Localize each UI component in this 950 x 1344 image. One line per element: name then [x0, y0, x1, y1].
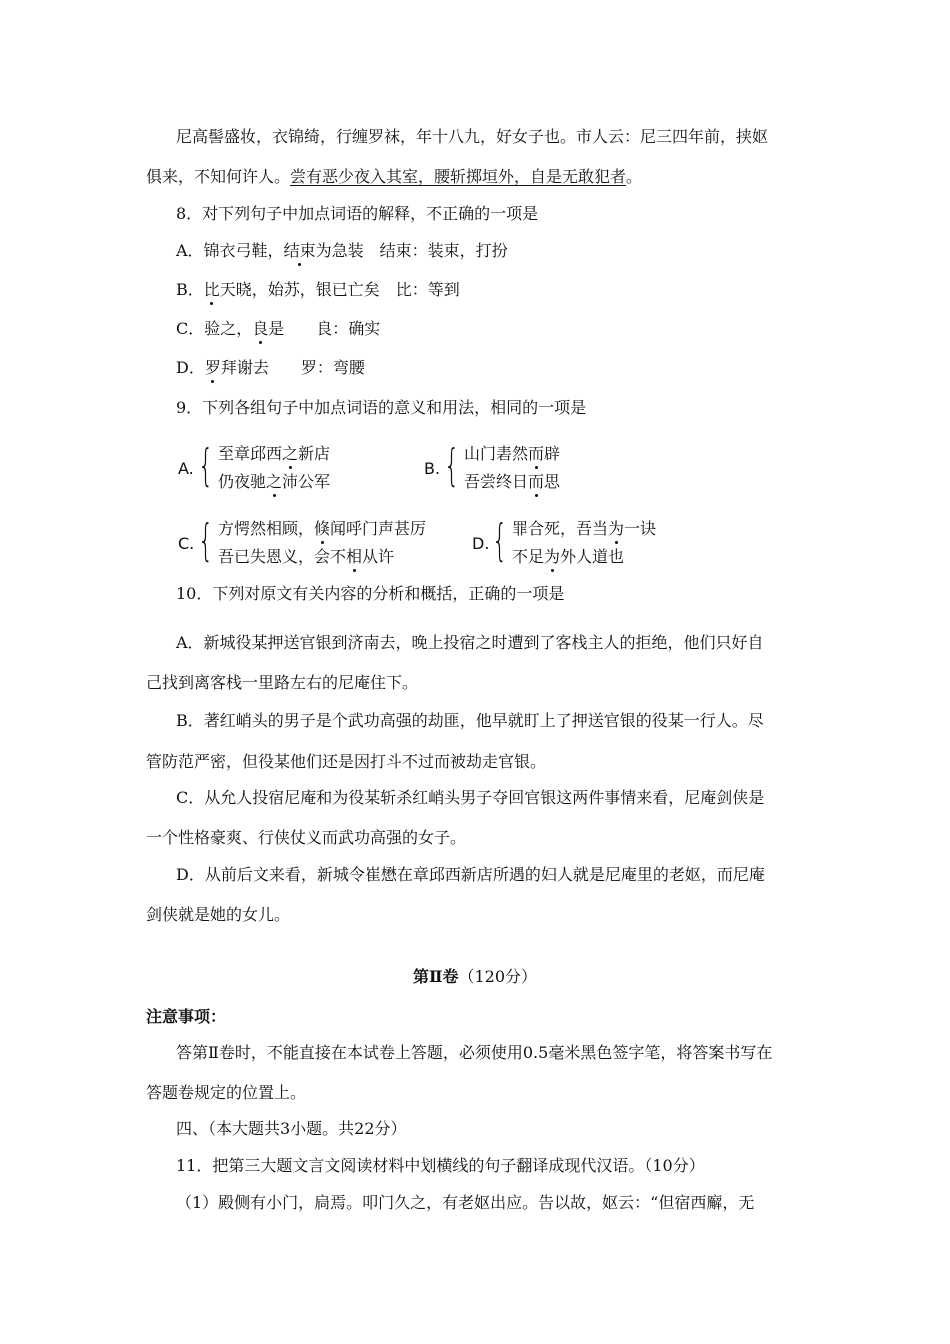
part-title: 第Ⅱ卷: [412, 967, 459, 986]
sentence-text: 思: [544, 472, 561, 491]
dotted-word: 为: [608, 519, 625, 538]
underlined-sentence: 尝有恶少夜入其室，腰斩掷垣外，自是无敢犯者: [290, 167, 627, 186]
passage-text: 俱来，不知何许人。: [146, 167, 291, 186]
sentence-text: 沛公军: [282, 472, 331, 491]
dotted-word: 比: [203, 280, 220, 299]
option-text: B．: [176, 280, 204, 299]
sentence-text: 不足: [512, 547, 545, 566]
q10-stem: 10．下列对原文有关内容的分析和概括，正确的一项是: [176, 584, 565, 603]
option-text: 天晓，始苏，银已亡矣 比：等到: [219, 280, 460, 299]
sentence-1: [218, 516, 426, 539]
q10-option-a-line-2: 己找到离客栈一里路左右的尼庵住下。: [146, 673, 419, 692]
sentence-1: [218, 441, 330, 464]
dotted-word: 而: [528, 444, 545, 463]
option-text: 拜谢去 罗：弯腰: [220, 358, 365, 377]
q8-option-b: [176, 279, 460, 301]
dotted-word: 而: [528, 472, 545, 491]
sentence-1: [512, 516, 656, 539]
brace-icon: {: [198, 515, 214, 566]
notice-line-2: 答题卷规定的位置上。: [146, 1083, 307, 1102]
sentence-text: 闻呼门声甚厉: [330, 519, 427, 538]
option-text: 是 良：确实: [268, 319, 381, 338]
sentence-text: 山门砉然: [464, 444, 529, 463]
sentence-text: 方愕然相顾，: [218, 519, 315, 538]
dotted-word: 罗: [204, 358, 221, 377]
q8-option-a: [176, 240, 508, 262]
sentence-1: [464, 441, 560, 464]
sentence-2: [218, 544, 394, 567]
dotted-word: 之: [266, 472, 283, 491]
sentence-text: 一诀: [624, 519, 657, 538]
dotted-word: 相: [346, 547, 363, 566]
q8-option-c: [176, 318, 380, 340]
q11-sub-1: （1）殿侧有小门，扃焉。叩门久之，有老妪出应。告以故，妪云：“但宿西廨，无: [176, 1193, 755, 1212]
sentence-text: 至章邱西: [218, 444, 283, 463]
q9-option-a: [178, 441, 428, 497]
sentence-text: 罪合死，吾当: [512, 519, 609, 538]
option-text: 为急装 结束：装束，打扮: [315, 241, 508, 260]
sentence-text: 外人道也: [560, 547, 625, 566]
q9-option-d: [472, 516, 722, 572]
sentence-text: 辟: [544, 444, 561, 463]
q9-stem: 9．下列各组句子中加点词语的意义和用法，相同的一项是: [176, 398, 587, 417]
q10-option-d-line-1: D．从前后文来看，新城令崔懋在章邱西新店所遇的妇人就是尼庵里的老妪，而尼庵: [176, 865, 765, 884]
option-text: A．锦衣弓鞋，: [176, 241, 284, 260]
passage-text: 。: [626, 167, 643, 186]
option-label: C.: [178, 534, 195, 553]
q10-option-c-line-1: C．从允人投宿尼庵和为役某斩杀红峭头男子夺回官银这两件事情来看，尼庵剑侠是: [176, 788, 765, 807]
option-text: C．验之，: [176, 319, 253, 338]
passage-line-2: [146, 166, 642, 188]
q10-option-c-line-2: 一个性格豪爽、行侠仗义而武功高强的女子。: [146, 828, 467, 847]
q10-option-b-line-2: 管防范严密，但役某他们还是因打斗不过而被劫走官银。: [146, 752, 547, 771]
sentence-2: [512, 544, 624, 567]
q10-option-d-line-2: 剑侠就是她的女儿。: [146, 905, 291, 924]
notice-heading: 注意事项：: [146, 1007, 227, 1026]
brace-icon: {: [492, 515, 508, 566]
passage-line-1: 尼高髻盛妆，衣锦绮，行缠罗袜，年十八九，好女子也。市人云：尼三四年前，挟妪: [176, 127, 769, 146]
dotted-word: 为: [544, 547, 561, 566]
dotted-word: 良: [252, 319, 269, 338]
q8-option-d: [176, 357, 365, 379]
brace-icon: {: [444, 440, 460, 491]
sentence-text: 吾尝终日: [464, 472, 529, 491]
q10-option-b-line-1: B．著红峭头的男子是个武功高强的劫匪，他早就盯上了押送官银的役某一行人。尽: [176, 711, 764, 730]
sentence-2: [464, 469, 560, 492]
dotted-word: 之: [282, 444, 299, 463]
option-label: D.: [472, 534, 490, 553]
section-4-heading: 四、（本大题共3小题。共22分）: [176, 1119, 407, 1138]
sentence-2: [218, 469, 330, 492]
part-score: （120分）: [458, 967, 538, 986]
part-2-title: [0, 966, 950, 988]
notice-line-1: 答第Ⅱ卷时，不能直接在本试卷上答题，必须使用0.5毫米黑色签字笔，将答案书写在: [176, 1043, 773, 1062]
sentence-text: 从许: [362, 547, 395, 566]
sentence-text: 新店: [298, 444, 331, 463]
brace-icon: {: [198, 440, 214, 491]
q9-option-b: [424, 441, 674, 497]
option-text: D．: [176, 358, 205, 377]
sentence-text: 仍夜驰: [218, 472, 267, 491]
q10-option-a-line-1: A．新城役某押送官银到济南去，晚上投宿之时遭到了客栈主人的拒绝，他们只好自: [176, 633, 764, 652]
option-label: B.: [424, 459, 441, 478]
q8-stem: 8．对下列句子中加点词语的解释，不正确的一项是: [176, 204, 539, 223]
option-label: A.: [178, 459, 194, 478]
dotted-word: 倏: [314, 519, 331, 538]
q11-stem: 11．把第三大题文言文阅读材料中划横线的句子翻译成现代汉语。（10分）: [176, 1156, 705, 1175]
sentence-text: 吾已失恩义，会不: [218, 547, 347, 566]
dotted-word: 结束: [283, 241, 316, 260]
q9-option-c: [178, 516, 468, 572]
